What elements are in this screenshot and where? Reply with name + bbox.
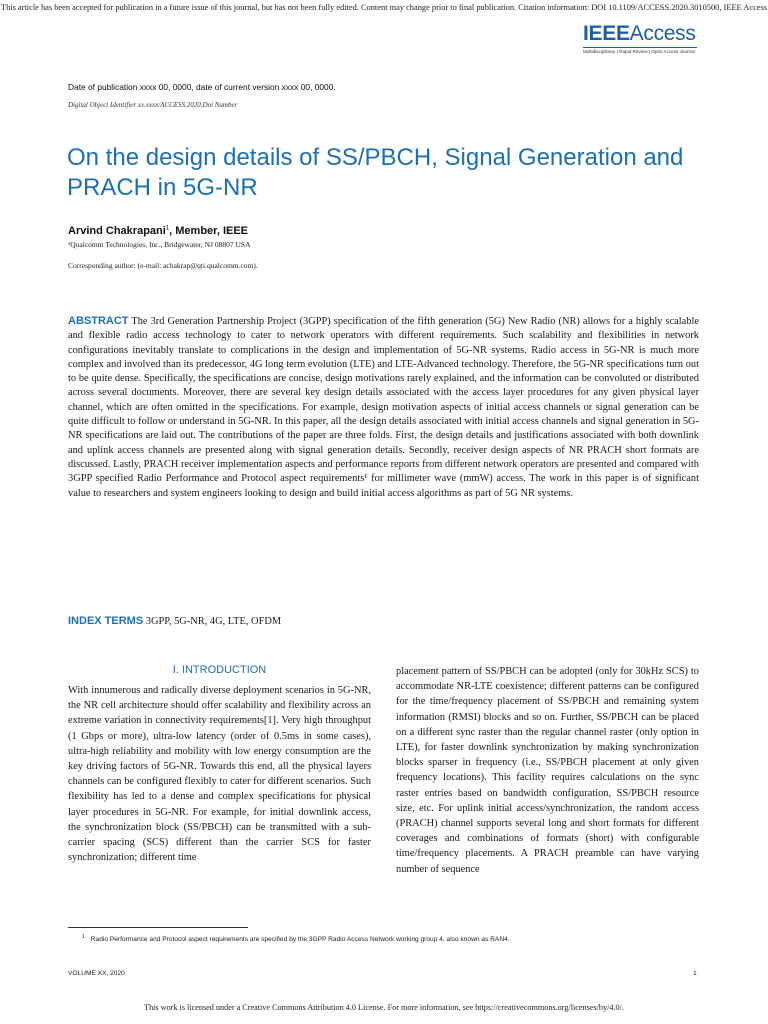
author-affil-mark: 1 xyxy=(165,225,170,232)
volume-label: VOLUME XX, 2020 xyxy=(68,970,125,977)
author-line xyxy=(68,225,248,237)
intro-left-column: With innumerous and radically diverse deployment scenarios in 5G-NR, the NR cell architecture should offer scalability and flexibility across an extreme variation in connectivity requirements[1]. Very high throughput (1 Gbps or more), ultra-low latency (order of 0.5ms in some cases), ultra-high reliability and mobility with low energy consumption are the key driving factors of 5G-NR. Towards this end, all the physical layers channels can be configured flexibly to cater for different scenarios. Such flexibility has led to a dense and complex specifications for physical layer procedures in 5G-NR. For example, for initial downlink access, the synchronization block (SS/PBCH) can be transmitted with a sub-carrier spacing (SCS) different than the carrier SCS for faster synchronization; different time xyxy=(68,685,371,864)
footnote-text: Radio Performance and Protocol aspect requirements are specified by the 3GPP Radio Access Network working group 4, also known as RAN4. xyxy=(90,936,510,944)
doi-line: Digital Object Identifier xx.xxxx/ACCESS.2020.Doi Number xyxy=(68,101,238,109)
abstract-text: The 3rd Generation Partnership Project (3GPP) specification of the fifth generation (5G) New Radio (NR) allows for a highly scalable and flexible radio access technology to cater to network operators with different requirements. Such scalability and flexibilities in network configurations inevitably translate to complications in the design and implementation of 5G-NR systems. Radio access in 5G-NR is much more complex and involved than its predecessor, 4G long term evolution (LTE) and LTE-Advanced technology. Therefore, the 5G-NR specifications turn out to be quite dense. Specifically, the specifications are concise, design motivations rarely explained, and the information can be convoluted or distributed across several documents. Moreover, there are several key design details associated with the access layer procedures for any given physical layer channel, which are often omitted in the specifications. For example, design motivation aspects of initial access channels or signal generation can be quite difficult to follow or understand in 5G-NR. In this paper, all the design details associated with initial access channels and signal generation in 5G-NR specifications are laid out. The contributions of the paper are three folds. First, the design details and justifications associated with both downlink and uplink access channels are presented along with signal generation details. Secondly, receiver design aspects of NR PRACH short formats are discussed. Lastly, PRACH receiver implementation aspects and performance reports from different network operators are presented and compared with 3GPP specified Radio Performance and Protocol aspect requirements¹ for millimeter wave (mmW) access. The work in this paper is of significant value to researchers and system engineers looking to design and build initial access algorithms as part of 5G NR systems. xyxy=(68,316,699,499)
ieee-access-logo xyxy=(583,23,763,54)
logo-ieee-text: IEEE xyxy=(583,22,630,45)
footnote xyxy=(82,934,510,943)
index-terms xyxy=(68,615,281,627)
index-terms-label: INDEX TERMS xyxy=(68,615,144,627)
acceptance-notice: This article has been accepted for publication in a future issue of this journal, but has not been fully edited. Content may change prior to final publication. Citation information: DOI 10.1109/ACCESS.2020.3010500, IEEE Access xyxy=(0,3,768,12)
footnote-mark: 1 xyxy=(82,934,85,940)
publication-date: Date of publication xxxx 00, 0000, date of current version xxxx 00, 0000. xyxy=(68,82,336,92)
license-notice: This work is licensed under a Creative Commons Attribution 4.0 License. For more information, see https://creativecommons.org/licenses/by/4.0/. xyxy=(144,1003,624,1012)
section-heading-introduction: I. INTRODUCTION xyxy=(172,664,267,676)
page-number: 1 xyxy=(693,970,697,977)
footnote-divider xyxy=(68,927,248,928)
affiliation: ¹Qualcomm Technologies, Inc., Bridgewater, NJ 08807 USA xyxy=(68,240,251,249)
intro-right-column: placement pattern of SS/PBCH can be adopted (only for 30kHz SCS) to accommodate NR-LTE coexistence; different patterns can be configured for the time/frequency placement of SS/PBCH and remaining system information (RMSI) blocks and so on. Further, SS/PBCH can be placed on a different sync raster than the regular channel raster (only option in LTE), for faster downlink synchronization by making synchronization blocks sparser in frequency (i.e., SS/PBCH placement at only given frequency locations). This facility requires calculations on the sync raster entries based on bandwidth configuration, SS/PBCH resource size, etc. For uplink initial access/synchronization, the random access (PRACH) channel supports several long and short formats for different coverages and combinations of formats (short) with configurable time/frequency placements. A PRACH preamble can have varying number of sequence xyxy=(396,666,699,875)
index-terms-text: 3GPP, 5G-NR, 4G, LTE, OFDM xyxy=(145,616,282,627)
author-suffix: , Member, IEEE xyxy=(169,225,249,237)
abstract-label: ABSTRACT xyxy=(68,315,129,327)
paper-title: On the design details of SS/PBCH, Signal Generation and PRACH in 5G-NR xyxy=(67,144,684,201)
logo-tagline: Multidisciplinary | Rapid Review | Open Access Journal xyxy=(583,49,695,54)
abstract xyxy=(68,314,699,501)
logo-rule xyxy=(583,47,697,48)
logo-access-text: Access xyxy=(629,22,696,45)
corresponding-author: Corresponding author: (e-mail: achakrap@qti.qualcomm.com). xyxy=(68,261,258,270)
author-name: Arvind Chakrapani xyxy=(68,225,166,237)
